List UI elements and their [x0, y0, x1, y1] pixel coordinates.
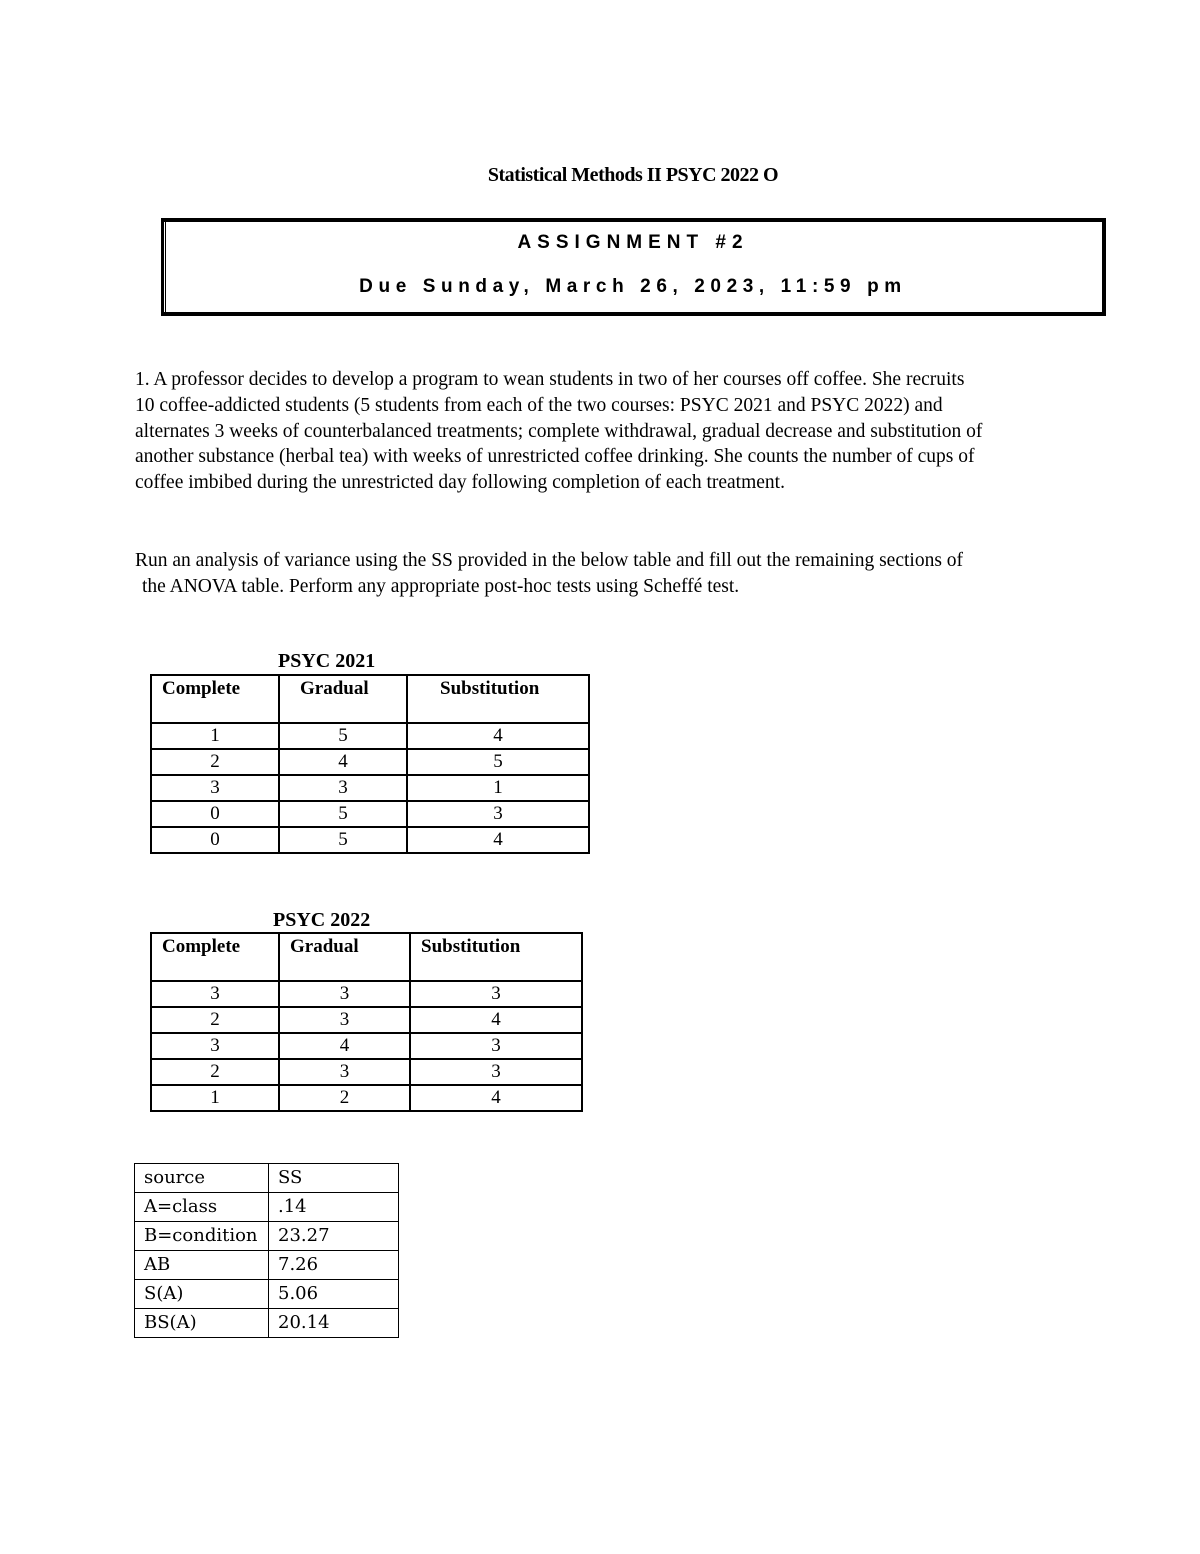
table-row	[135, 1251, 399, 1280]
table-header-row	[151, 933, 582, 981]
paragraph-line: the ANOVA table. Perform any appropriate post-hoc tests using Scheffé test.	[142, 575, 740, 597]
table-row	[151, 827, 589, 853]
table-cell: 3	[410, 1059, 582, 1085]
table-cell: 4	[407, 723, 589, 749]
table-cell: 0	[151, 801, 279, 827]
table-row	[135, 1280, 399, 1309]
question-1-paragraph	[135, 367, 1125, 496]
table-row	[151, 1085, 582, 1111]
paragraph-line: Run an analysis of variance using the SS provided in the below table and fill out the remaining sections of	[135, 550, 964, 571]
table-cell: SS	[269, 1164, 399, 1193]
table-cell: 5.06	[269, 1280, 399, 1309]
table-cell: 4	[279, 1033, 410, 1059]
table-cell: 2	[279, 1085, 410, 1111]
table-cell: 2	[151, 1007, 279, 1033]
paragraph-line: 1. A professor decides to develop a program to wean students in two of her courses off coffee. She recruits	[135, 369, 965, 390]
table-cell: BS(A)	[135, 1309, 269, 1338]
table-row	[151, 981, 582, 1007]
table-cell: 5	[407, 749, 589, 775]
table-2021-title: PSYC 2021	[278, 650, 376, 672]
table-cell: 3	[151, 981, 279, 1007]
table-cell: 20.14	[269, 1309, 399, 1338]
table-row	[151, 1059, 582, 1085]
table-cell: 5	[279, 723, 407, 749]
table-row	[151, 775, 589, 801]
table-cell: 4	[410, 1007, 582, 1033]
table-cell: 3	[279, 775, 407, 801]
column-header: Complete	[151, 675, 279, 723]
table-cell: 1	[151, 1085, 279, 1111]
table-row	[135, 1222, 399, 1251]
paragraph-line: coffee imbibed during the unrestricted day following completion of each treatment.	[135, 472, 785, 494]
table-row	[135, 1193, 399, 1222]
table-cell: 1	[407, 775, 589, 801]
table-row	[135, 1309, 399, 1338]
table-row	[135, 1164, 399, 1193]
table-row	[151, 749, 589, 775]
table-cell: S(A)	[135, 1280, 269, 1309]
table-cell: 4	[410, 1085, 582, 1111]
table-row	[151, 1007, 582, 1033]
paragraph-line: 10 coffee-addicted students (5 students from each of the two courses: PSYC 2021 and PSYC 2022) and	[135, 394, 943, 416]
table-cell: 5	[279, 801, 407, 827]
table-cell: 4	[407, 827, 589, 853]
column-header: Gradual	[279, 675, 407, 723]
table-cell: 5	[279, 827, 407, 853]
table-cell: 3	[151, 1033, 279, 1059]
table-cell: 3	[407, 801, 589, 827]
table-cell: 3	[279, 1007, 410, 1033]
table-cell: 1	[151, 723, 279, 749]
paragraph-line: another substance (herbal tea) with weeks of unrestricted coffee drinking. She counts the number of cups of	[135, 446, 975, 468]
table-row	[151, 1033, 582, 1059]
table-cell: 2	[151, 1059, 279, 1085]
column-header: Substitution	[407, 675, 589, 723]
due-date: Due Sunday, March 26, 2023, 11:59 pm	[359, 276, 907, 297]
assignment-box	[161, 218, 1106, 316]
table-cell: 2	[151, 749, 279, 775]
table-cell: B=condition	[135, 1222, 269, 1251]
table-cell: 3	[279, 981, 410, 1007]
table-cell: 7.26	[269, 1251, 399, 1280]
table-row	[151, 723, 589, 749]
table-cell: source	[135, 1164, 269, 1193]
table-psyc-2021	[150, 674, 590, 854]
course-title: Statistical Methods II PSYC 2022 O	[487, 164, 779, 186]
table-cell: 3	[410, 1033, 582, 1059]
table-row	[151, 801, 589, 827]
column-header: Substitution	[410, 933, 582, 981]
table-cell: 0	[151, 827, 279, 853]
assignment-title: ASSIGNMENT #2	[517, 232, 749, 253]
column-header: Gradual	[279, 933, 410, 981]
table-2022-title: PSYC 2022	[273, 909, 371, 931]
table-cell: 3	[151, 775, 279, 801]
table-cell: 3	[279, 1059, 410, 1085]
ss-table	[134, 1163, 399, 1338]
table-cell: 23.27	[269, 1222, 399, 1251]
instructions-paragraph	[135, 548, 1125, 600]
column-header: Complete	[151, 933, 279, 981]
table-cell: 4	[279, 749, 407, 775]
table-cell: AB	[135, 1251, 269, 1280]
table-psyc-2022	[150, 932, 583, 1112]
table-header-row	[151, 675, 589, 723]
paragraph-line: alternates 3 weeks of counterbalanced treatments; complete withdrawal, gradual decrease and substitution of	[135, 420, 983, 442]
table-cell: A=class	[135, 1193, 269, 1222]
table-cell: 3	[410, 981, 582, 1007]
table-cell: .14	[269, 1193, 399, 1222]
